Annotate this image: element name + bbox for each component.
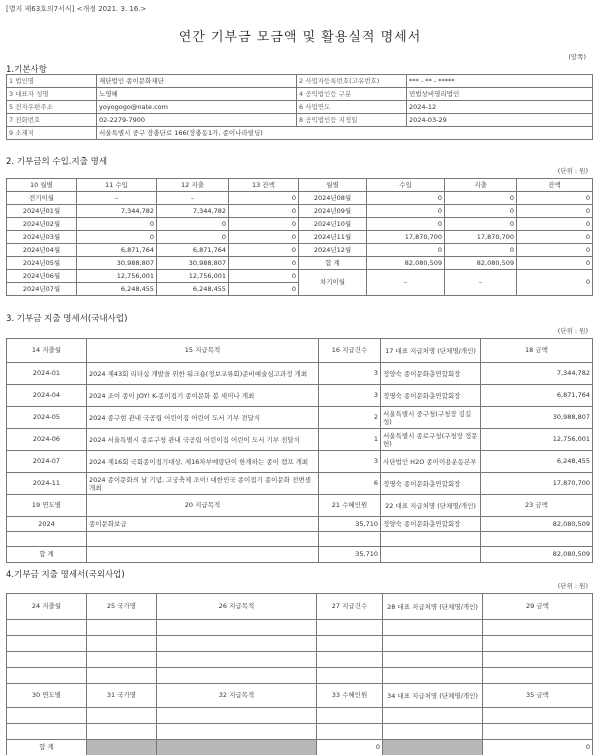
overseas-header-row-2 xyxy=(7,684,593,708)
col-income: 11 수입 xyxy=(77,179,157,192)
expense: 7,344,782 xyxy=(157,205,229,218)
ceo-name: 노영혜 xyxy=(97,88,297,101)
table-row xyxy=(7,192,593,205)
month: 2024년03월 xyxy=(7,231,77,244)
pay-month: 2024-04 xyxy=(7,385,87,407)
amount: 6,871,764 xyxy=(481,385,593,407)
table-row xyxy=(7,257,593,270)
expense: – xyxy=(157,192,229,205)
total-amount: 82,080,509 xyxy=(481,547,593,563)
month: 2024년02월 xyxy=(7,218,77,231)
income: 0 xyxy=(367,218,445,231)
amount: 30,988,807 xyxy=(481,407,593,429)
expense: 0 xyxy=(445,205,517,218)
carry-balance: 0 xyxy=(517,270,593,296)
purpose: 종이문화보급 xyxy=(87,517,319,532)
balance: 0 xyxy=(517,244,593,257)
total-label: 합 계 xyxy=(299,257,367,270)
table-row xyxy=(7,473,593,495)
payee: 정양숙 종이문화총연합회장 xyxy=(381,363,481,385)
amount: 12,756,001 xyxy=(481,429,593,451)
corp-name: 재단법인 종이문화재단 xyxy=(97,75,297,88)
empty-row xyxy=(7,668,593,684)
col-month: 10 월별 xyxy=(7,179,77,192)
monthly-table xyxy=(6,178,593,296)
col-payee: 28 대표 지급처명 (단체명/개인) xyxy=(383,594,483,620)
phone: 02-2279-7900 xyxy=(97,114,297,127)
col-payee: 17 대표 지급처명 (단체명/개인) xyxy=(381,339,481,363)
section4-title: 4.기부금 지출 명세서(국외사업) xyxy=(6,570,125,580)
income: 17,870,700 xyxy=(367,231,445,244)
pay-month: 2024-07 xyxy=(7,451,87,473)
payee: 서울특별시 중구청(구청장 김길성) xyxy=(381,407,481,429)
form-number: [별지 제63호의7서식] <개정 2021. 3. 16.> xyxy=(6,5,147,13)
col-expense-2: 지출 xyxy=(445,179,517,192)
income: 6,248,455 xyxy=(77,283,157,296)
label-biz-no: 2 사업자등록번호(고유번호) xyxy=(297,75,407,88)
col-month-2: 월별 xyxy=(299,179,367,192)
income: 7,344,782 xyxy=(77,205,157,218)
expense: 6,248,455 xyxy=(157,283,229,296)
pay-count: 3 xyxy=(319,363,381,385)
col-pay-count: 16 지급건수 xyxy=(319,339,381,363)
income: 0 xyxy=(367,244,445,257)
section2-title: 2. 기부금의 수입.지출 명세 xyxy=(6,157,108,167)
empty-row xyxy=(7,532,593,547)
table-row xyxy=(7,451,593,473)
balance: 0 xyxy=(229,205,299,218)
col-purpose: 15 지급목적 xyxy=(87,339,319,363)
carry-label: 차기이월 xyxy=(299,270,367,296)
month: 2024년05월 xyxy=(7,257,77,270)
balance: 0 xyxy=(229,218,299,231)
balance: 0 xyxy=(229,231,299,244)
purpose: 2024 종이문화의 날 기념, 고궁축제 조이! 대한민국 종이접기 종이문화 전변센 개최 xyxy=(87,473,319,495)
purpose: 2024 조이 종이 JOY! K-종이접기 종이문화 봄 세미나 개최 xyxy=(87,385,319,407)
empty-row xyxy=(7,652,593,668)
month: 2024년12월 xyxy=(299,244,367,257)
payee: 서울특별시 종로구청(구청장 정문헌) xyxy=(381,429,481,451)
col-amount-2: 35 금액 xyxy=(483,684,593,708)
pay-month: 2024-01 xyxy=(7,363,87,385)
carry-expense: – xyxy=(445,270,517,296)
pay-count: 6 xyxy=(319,473,381,495)
month: 2024년07월 xyxy=(7,283,77,296)
col-pay-month: 14 지출월 xyxy=(7,339,87,363)
month: 2024년10월 xyxy=(299,218,367,231)
payee: 정명숙 종이문화총연합회장 xyxy=(381,385,481,407)
expense: 0 xyxy=(157,218,229,231)
col-payee-2: 22 대표 지급처명 (단체명/개인) xyxy=(381,495,481,517)
income: 0 xyxy=(367,205,445,218)
empty-row xyxy=(7,708,593,724)
overseas-header-row xyxy=(7,594,593,620)
basic-row xyxy=(7,88,593,101)
expense: 0 xyxy=(445,192,517,205)
label-ceo: 3 대표자 성명 xyxy=(7,88,97,101)
org-type: 민법상비영리법인 xyxy=(407,88,593,101)
label-designation-date: 8 공익법인등 지정일 xyxy=(297,114,407,127)
balance: 0 xyxy=(229,192,299,205)
col-income-2: 수입 xyxy=(367,179,445,192)
table-row xyxy=(7,218,593,231)
table-row xyxy=(7,429,593,451)
empty-row xyxy=(7,620,593,636)
col-year: 30 연도별 xyxy=(7,684,87,708)
amount: 17,870,700 xyxy=(481,473,593,495)
balance: 0 xyxy=(517,205,593,218)
balance: 0 xyxy=(517,218,593,231)
domestic-table xyxy=(6,338,593,563)
basic-row xyxy=(7,127,593,140)
payee: 사단법인 H2O 종이이용운동본부 xyxy=(381,451,481,473)
monthly-header-row xyxy=(7,179,593,192)
income: 30,988,807 xyxy=(77,257,157,270)
income: 12,756,001 xyxy=(77,270,157,283)
total-count: 35,710 xyxy=(319,547,381,563)
table-row xyxy=(7,244,593,257)
pay-month: 2024-05 xyxy=(7,407,87,429)
label-fiscal-year: 6 사업연도 xyxy=(297,101,407,114)
label-email: 5 전자우편주소 xyxy=(7,101,97,114)
beneficiaries: 35,710 xyxy=(319,517,381,532)
col-pay-count: 27 지급건수 xyxy=(317,594,383,620)
balance: 0 xyxy=(229,257,299,270)
income: 6,871,764 xyxy=(77,244,157,257)
section2-unit: (단위 : 원) xyxy=(557,167,588,175)
label-address: 9 소재지 xyxy=(7,127,97,140)
total-row xyxy=(7,740,593,755)
balance: 0 xyxy=(229,283,299,296)
col-country-2: 31 국가명 xyxy=(87,684,157,708)
section3-title: 3. 기부금 지출 명세서(국내사업) xyxy=(6,314,128,324)
amount: 7,344,782 xyxy=(481,363,593,385)
expense: 0 xyxy=(157,231,229,244)
domestic-header-row xyxy=(7,339,593,363)
income: 0 xyxy=(77,218,157,231)
month: 2024년01월 xyxy=(7,205,77,218)
page-title: 연간 기부금 모금액 및 활용실적 명세서 xyxy=(178,30,422,45)
email: yoyogogo@nate.com xyxy=(97,101,297,114)
basic-row xyxy=(7,114,593,127)
carry-income: – xyxy=(367,270,445,296)
table-row xyxy=(7,363,593,385)
purpose: 2024 제43회 리더십 개발을 위한 워크숍(정보교류회)준비예술심고과정 개최 xyxy=(87,363,319,385)
total-count: 0 xyxy=(317,740,383,755)
col-year: 19 연도별 xyxy=(7,495,87,517)
payee: 정명숙 종이문화총연합회장 xyxy=(381,473,481,495)
pay-count: 3 xyxy=(319,385,381,407)
section3-unit: (단위 : 원) xyxy=(557,327,588,335)
amount: 82,080,509 xyxy=(481,517,593,532)
total-amount: 0 xyxy=(483,740,593,755)
table-row xyxy=(7,517,593,532)
pay-count: 2 xyxy=(319,407,381,429)
income: 0 xyxy=(367,192,445,205)
month: 2024년09월 xyxy=(299,205,367,218)
basic-row xyxy=(7,75,593,88)
table-row xyxy=(7,270,593,283)
label-org-type: 4 공익법인등 구분 xyxy=(297,88,407,101)
yearly-header-row xyxy=(7,495,593,517)
income: 0 xyxy=(77,231,157,244)
col-purpose-2: 20 지급목적 xyxy=(87,495,319,517)
pay-month: 2024-06 xyxy=(7,429,87,451)
table-row xyxy=(7,385,593,407)
table-row xyxy=(7,231,593,244)
address: 서울특별시 중구 장충단로 166(장충동1가, 종이나라빌딩) xyxy=(97,127,593,140)
month: 2024년08월 xyxy=(299,192,367,205)
col-purpose-2: 32 지급목적 xyxy=(157,684,317,708)
expense: 12,756,001 xyxy=(157,270,229,283)
expense: 0 xyxy=(445,244,517,257)
total-balance: 0 xyxy=(517,257,593,270)
month: 2024년04월 xyxy=(7,244,77,257)
purpose: 2024 제16회 국회종이접기대상, 제16차부메랑단이 한계하는 종이 캠프 개최 xyxy=(87,451,319,473)
expense: 17,870,700 xyxy=(445,231,517,244)
total-label: 합 계 xyxy=(7,740,87,755)
col-balance-2: 잔액 xyxy=(517,179,593,192)
col-beneficiaries: 21 수혜인원 xyxy=(319,495,381,517)
basic-info-table xyxy=(6,74,593,140)
total-row xyxy=(7,547,593,563)
biz-no: *** - ** - ***** xyxy=(407,75,593,88)
overseas-table xyxy=(6,593,593,755)
expense: 30,988,807 xyxy=(157,257,229,270)
col-balance: 13 잔액 xyxy=(229,179,299,192)
expense: 6,871,764 xyxy=(157,244,229,257)
page-side-label: (앞쪽) xyxy=(568,53,586,61)
balance: 0 xyxy=(229,244,299,257)
table-row xyxy=(7,407,593,429)
col-amount-2: 23 금액 xyxy=(481,495,593,517)
total-label: 합 계 xyxy=(7,547,87,563)
empty-row xyxy=(7,724,593,740)
month: 2024년11월 xyxy=(299,231,367,244)
col-beneficiaries: 33 수혜인원 xyxy=(317,684,383,708)
year: 2024 xyxy=(7,517,87,532)
basic-row xyxy=(7,101,593,114)
month: 전기이월 xyxy=(7,192,77,205)
purpose: 2024 서울특별시 종로구청 관내 국공립 어린이집 어린이 도서 기부 전달식 xyxy=(87,429,319,451)
fiscal-year: 2024-12 xyxy=(407,101,593,114)
col-country: 25 국가명 xyxy=(87,594,157,620)
balance: 0 xyxy=(517,192,593,205)
section4-unit: (단위 : 원) xyxy=(557,582,588,590)
month: 2024년06월 xyxy=(7,270,77,283)
total-expense: 82,080,509 xyxy=(445,257,517,270)
balance: 0 xyxy=(517,231,593,244)
col-purpose: 26 지급목적 xyxy=(157,594,317,620)
amount: 6,248,455 xyxy=(481,451,593,473)
pay-count: 1 xyxy=(319,429,381,451)
col-payee-2: 34 대표 지급처명 (단체명/개인) xyxy=(383,684,483,708)
pay-month: 2024-11 xyxy=(7,473,87,495)
col-amount: 18 금액 xyxy=(481,339,593,363)
table-row xyxy=(7,205,593,218)
col-expense: 12 지출 xyxy=(157,179,229,192)
expense: 0 xyxy=(445,218,517,231)
total-income: 82,080,509 xyxy=(367,257,445,270)
label-corp-name: 1 법인명 xyxy=(7,75,97,88)
balance: 0 xyxy=(229,270,299,283)
designation-date: 2024-03-29 xyxy=(407,114,593,127)
pay-count: 3 xyxy=(319,451,381,473)
income: – xyxy=(77,192,157,205)
col-pay-month: 24 지출월 xyxy=(7,594,87,620)
purpose: 2024 종구현 관내 국공립 어린이집 어린이 도서 기부 전달식 xyxy=(87,407,319,429)
payee: 정양숙 종이문화총연합회장 xyxy=(381,517,481,532)
section1-title: 1.기본사항 xyxy=(6,65,47,75)
label-phone: 7 전화번호 xyxy=(7,114,97,127)
col-amount: 29 금액 xyxy=(483,594,593,620)
empty-row xyxy=(7,636,593,652)
